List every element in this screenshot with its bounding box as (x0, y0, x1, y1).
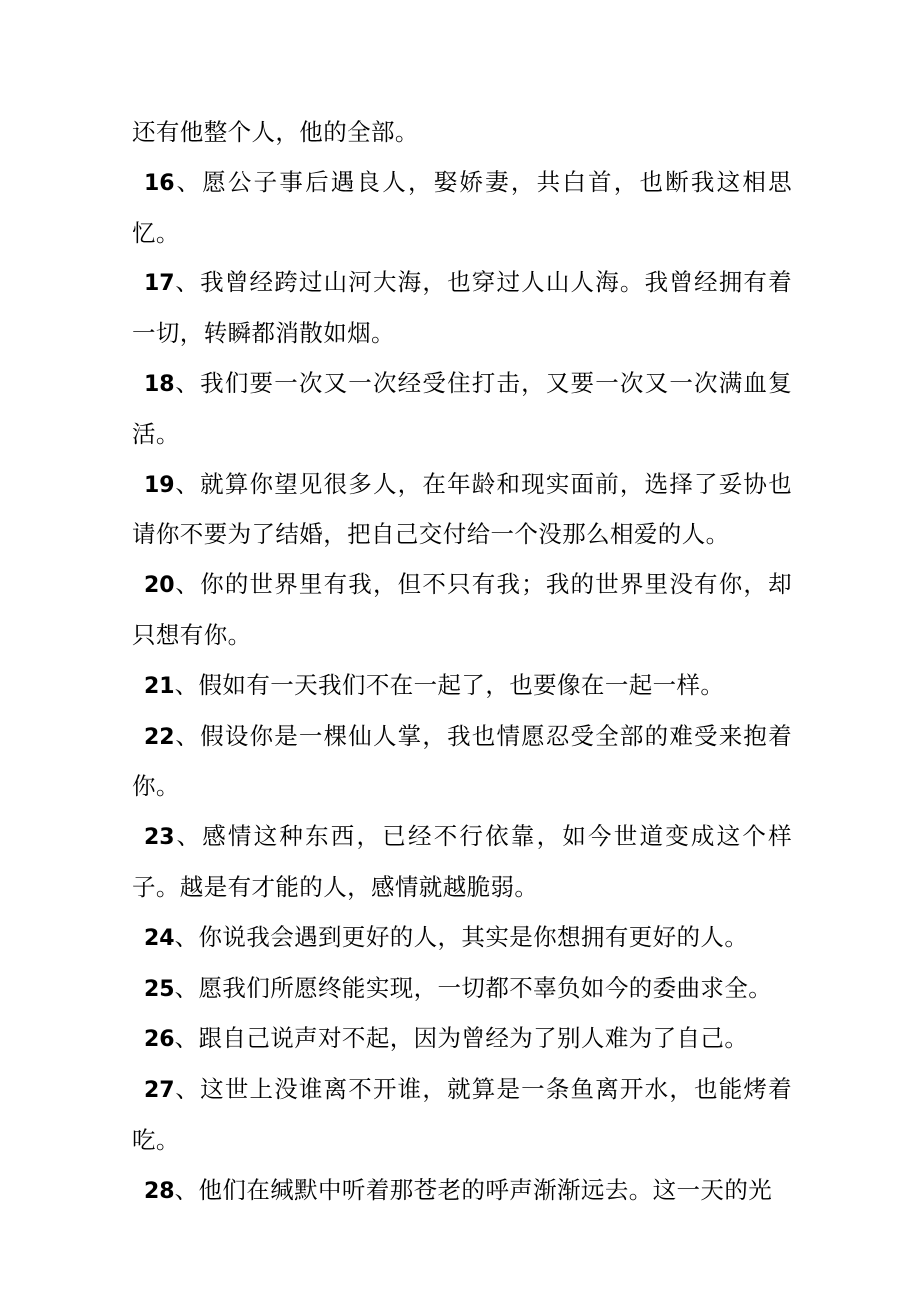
list-item-19 (132, 460, 792, 561)
item-text: 你说我会遇到更好的人，其实是你想拥有更好的人。 (198, 922, 749, 951)
item-separator: 、 (174, 822, 203, 851)
item-text: 你的世界里有我，但不只有我；我的世界里没有你，却只想有你。 (132, 570, 792, 649)
item-text: 愿公子事后遇良人，娶娇妻，共白首，也断我这相思忆。 (132, 167, 793, 247)
item-number: 26 (144, 1027, 175, 1053)
item-text: 这世上没谁离不开谁，就算是一条鱼离开水，也能烤着吃。 (132, 1075, 792, 1154)
item-number: 23 (144, 825, 175, 851)
list-item-26 (132, 1014, 792, 1065)
list-item-18 (132, 359, 792, 460)
item-text: 假如有一天我们不在一起了，也要像在一起一样。 (198, 670, 725, 699)
item-text: 假设你是一棵仙人掌，我也情愿忍受全部的难受来抱着你。 (132, 721, 792, 801)
item-separator: 、 (174, 922, 199, 951)
item-text: 跟自己说声对不起，因为曾经为了别人难为了自己。 (198, 1024, 749, 1053)
item-number: 17 (144, 271, 175, 297)
item-text: 我曾经跨过山河大海，也穿过人山人海。我曾经拥有着一切，转瞬都消散如烟。 (132, 268, 792, 348)
item-separator: 、 (174, 167, 203, 196)
list-item-24 (132, 913, 792, 964)
item-number: 28 (144, 1178, 175, 1204)
item-number: 16 (144, 170, 175, 196)
item-separator: 、 (174, 268, 201, 297)
item-text: 他们在缄默中听着那苍老的呼声渐渐远去。这一天的光 (198, 1175, 773, 1204)
item-number: 22 (144, 724, 175, 750)
item-text: 就算你望见很多人，在年龄和现实面前，选择了妥协也请你不要为了结婚，把自己交付给一个没那么相爱的人。 (132, 469, 792, 549)
list-item-20 (132, 560, 792, 661)
item-separator: 、 (174, 469, 201, 498)
list-item-21 (132, 661, 792, 712)
continuation-paragraph: 还有他整个人，他的全部。 (132, 118, 419, 146)
item-separator: 、 (174, 1175, 199, 1204)
list-item-23 (132, 812, 792, 913)
list-item-16 (132, 158, 792, 259)
list-item-27 (132, 1065, 792, 1166)
item-separator: 、 (174, 570, 201, 599)
item-number: 25 (144, 976, 175, 1002)
document-page (132, 108, 792, 1217)
item-text: 我们要一次又一次经受住打击，又要一次又一次满血复活。 (132, 368, 792, 448)
item-text: 愿我们所愿终能实现，一切都不辜负如今的委曲求全。 (198, 973, 773, 1002)
item-separator: 、 (174, 670, 199, 699)
list-item-28 (132, 1166, 792, 1217)
item-number: 19 (144, 472, 175, 498)
item-separator: 、 (174, 1075, 201, 1104)
item-number: 18 (144, 371, 175, 397)
item-text: 感情这种东西，已经不行依靠，如今世道变成这个样子。越是有才能的人，感情就越脆弱。 (132, 822, 793, 901)
item-separator: 、 (174, 721, 201, 750)
item-separator: 、 (174, 368, 201, 397)
list-item-25 (132, 964, 792, 1015)
item-separator: 、 (174, 1024, 199, 1053)
item-number: 20 (144, 573, 175, 599)
list-item-22 (132, 712, 792, 813)
item-number: 24 (144, 925, 175, 951)
list-item-17 (132, 258, 792, 359)
item-number: 21 (144, 673, 175, 699)
item-number: 27 (144, 1078, 175, 1104)
item-separator: 、 (174, 973, 199, 1002)
